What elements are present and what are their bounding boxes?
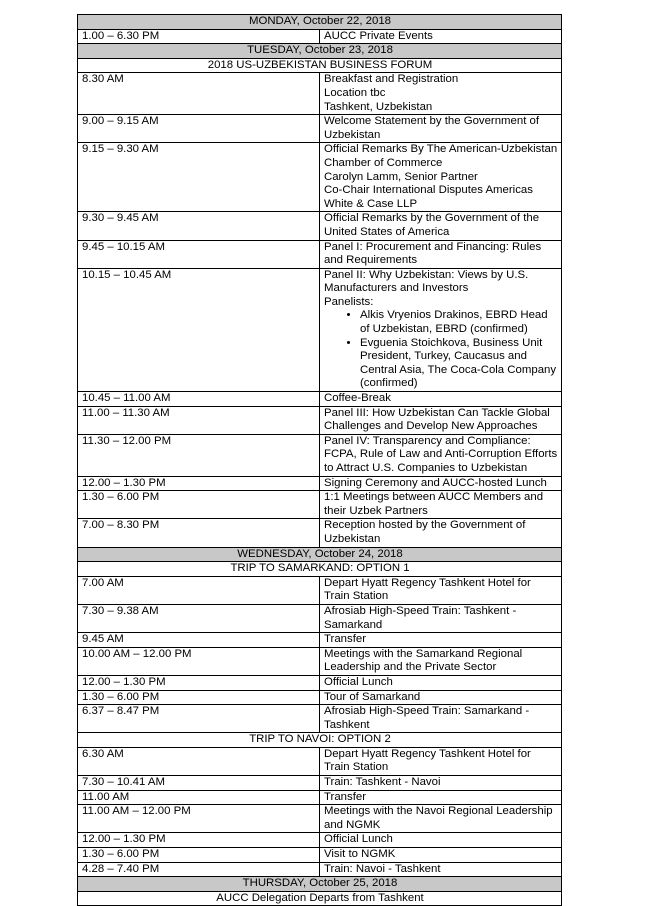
event-line: Panel II: Why Uzbekistan: Views by U.S. Manufacturers and Investors (324, 268, 529, 295)
event-line: Train: Navoi - Tashkent (324, 862, 441, 875)
agenda-row (78, 519, 562, 547)
event-cell (320, 747, 562, 775)
time-cell: 9.00 – 9.15 AM (78, 115, 320, 143)
agenda-row (78, 29, 562, 44)
agenda-table (77, 14, 562, 906)
agenda-row (78, 212, 562, 240)
time-cell: 9.15 – 9.30 AM (78, 143, 320, 212)
agenda-row (78, 805, 562, 833)
day-header: WEDNESDAY, October 24, 2018 (78, 547, 562, 562)
agenda-row (78, 268, 562, 391)
event-cell (320, 73, 562, 115)
event-cell (320, 576, 562, 604)
agenda-row (78, 143, 562, 212)
time-cell: 1.30 – 6.00 PM (78, 690, 320, 705)
event-line: Official Remarks by the Government of the United States of America (324, 212, 540, 238)
event-cell (320, 268, 562, 391)
time-cell: 12.00 – 1.30 PM (78, 675, 320, 690)
event-cell (320, 392, 562, 407)
time-cell: 11.00 AM – 12.00 PM (78, 805, 320, 833)
time-cell: 1.00 – 6.30 PM (78, 29, 320, 44)
event-line: Reception hosted by the Government of Uzbekistan (324, 519, 526, 545)
time-cell: 11.00 AM (78, 790, 320, 805)
section-header: 2018 US-UZBEKISTAN BUSINESS FORUM (78, 58, 562, 73)
event-cell (320, 115, 562, 143)
event-line: Breakfast and Registration (324, 73, 459, 86)
time-cell: 9.45 – 10.15 AM (78, 240, 320, 268)
time-cell: 10.00 AM – 12.00 PM (78, 647, 320, 675)
agenda-row (78, 115, 562, 143)
agenda-row (78, 848, 562, 863)
event-line: Coffee-Break (324, 392, 391, 405)
agenda-row (78, 392, 562, 407)
event-line: Official Remarks By The American-Uzbekistan Chamber of Commerce (324, 143, 558, 169)
agenda-row (78, 705, 562, 733)
time-cell: 11.00 – 11.30 AM (78, 406, 320, 434)
event-cell (320, 833, 562, 848)
agenda-row (78, 747, 562, 775)
event-cell (320, 690, 562, 705)
agenda-row (78, 434, 562, 476)
section-header: TRIP TO NAVOI: OPTION 2 (78, 733, 562, 748)
agenda-row (78, 240, 562, 268)
event-line: Tashkent, Uzbekistan (324, 100, 433, 113)
event-cell (320, 240, 562, 268)
event-cell (320, 519, 562, 547)
time-cell: 9.45 AM (78, 633, 320, 648)
event-line: Location tbc (324, 86, 386, 99)
event-cell (320, 848, 562, 863)
event-line: Co-Chair International Disputes Americas (324, 184, 533, 197)
event-cell (320, 776, 562, 791)
agenda-row (78, 604, 562, 632)
event-cell (320, 29, 562, 44)
event-cell (320, 705, 562, 733)
time-cell: 6.37 – 8.47 PM (78, 705, 320, 733)
time-cell: 1.30 – 6.00 PM (78, 491, 320, 519)
event-line: Meetings with the Navoi Regional Leadership and NGMK (324, 805, 553, 831)
event-line: Official Lunch (324, 675, 393, 688)
day-header-row (78, 44, 562, 59)
event-line: Depart Hyatt Regency Tashkent Hotel for Train Station (324, 747, 531, 774)
agenda-row (78, 862, 562, 877)
section-header: TRIP TO SAMARKAND: OPTION 1 (78, 562, 562, 577)
event-line: Welcome Statement by the Government of Uzbekistan (324, 115, 540, 141)
event-line: Train: Tashkent - Navoi (324, 776, 441, 789)
day-header: MONDAY, October 22, 2018 (78, 15, 562, 30)
panelist-list (324, 309, 558, 391)
event-cell (320, 790, 562, 805)
time-cell: 7.00 – 8.30 PM (78, 519, 320, 547)
time-cell: 8.30 AM (78, 73, 320, 115)
event-cell (320, 212, 562, 240)
section-header-row (78, 562, 562, 577)
event-line: Afrosiab High-Speed Train: Tashkent - Samarkand (324, 604, 517, 631)
event-cell (320, 406, 562, 434)
event-line: Carolyn Lamm, Senior Partner (324, 170, 478, 183)
time-cell: 11.30 – 12.00 PM (78, 434, 320, 476)
agenda-row (78, 833, 562, 848)
section-header-row (78, 58, 562, 73)
agenda-row (78, 476, 562, 491)
event-line: Panel IV: Transparency and Compliance: FCPA, Rule of Law and Anti-Corruption Efforts to Attract U.S. Companies to Uzbekistan (324, 434, 558, 474)
event-line: White & Case LLP (324, 197, 418, 210)
time-cell: 12.00 – 1.30 PM (78, 476, 320, 491)
event-line: Panel III: How Uzbekistan Can Tackle Global Challenges and Develop New Approaches (324, 406, 550, 433)
event-cell (320, 434, 562, 476)
day-header-row (78, 15, 562, 30)
agenda-row (78, 790, 562, 805)
time-cell: 9.30 – 9.45 AM (78, 212, 320, 240)
event-cell (320, 675, 562, 690)
time-cell: 10.45 – 11.00 AM (78, 392, 320, 407)
event-line: Signing Ceremony and AUCC-hosted Lunch (324, 476, 547, 489)
agenda-row (78, 675, 562, 690)
section-header: AUCC Delegation Departs from Tashkent (78, 891, 562, 906)
time-cell: 7.00 AM (78, 576, 320, 604)
day-header: TUESDAY, October 23, 2018 (78, 44, 562, 59)
agenda-row (78, 633, 562, 648)
section-header-row (78, 891, 562, 906)
time-cell: 4.28 – 7.40 PM (78, 862, 320, 877)
event-line: Transfer (324, 790, 366, 803)
event-cell (320, 647, 562, 675)
event-cell (320, 143, 562, 212)
event-line: 1:1 Meetings between AUCC Members and their Uzbek Partners (324, 491, 544, 517)
event-line: AUCC Private Events (324, 29, 433, 42)
event-line: Afrosiab High-Speed Train: Samarkand - Tashkent (324, 705, 530, 731)
event-line: Meetings with the Samarkand Regional Leadership and the Private Sector (324, 647, 523, 674)
time-cell: 7.30 – 9.38 AM (78, 604, 320, 632)
event-line: Panel I: Procurement and Financing: Rules and Requirements (324, 240, 542, 267)
event-cell (320, 604, 562, 632)
agenda-row (78, 576, 562, 604)
panelist-item: • Evguenia Stoichkova, Business Unit President, Turkey, Caucasus and Central Asia, The Coca-Cola Company (confirmed) (360, 337, 558, 391)
event-line: Panelists: (324, 295, 374, 308)
event-line: Transfer (324, 633, 366, 646)
time-cell: 10.15 – 10.45 AM (78, 268, 320, 391)
day-header-row (78, 547, 562, 562)
event-line: Visit to NGMK (324, 848, 396, 861)
event-cell (320, 491, 562, 519)
event-cell (320, 633, 562, 648)
agenda-row (78, 690, 562, 705)
event-line: Official Lunch (324, 833, 393, 846)
event-cell (320, 805, 562, 833)
panelist-item: • Alkis Vryenios Drakinos, EBRD Head of Uzbekistan, EBRD (confirmed) (360, 309, 558, 336)
agenda-row (78, 406, 562, 434)
event-cell (320, 476, 562, 491)
agenda-row (78, 647, 562, 675)
day-header-row (78, 877, 562, 892)
event-line: Tour of Samarkand (324, 690, 421, 703)
event-line: Depart Hyatt Regency Tashkent Hotel for Train Station (324, 576, 531, 603)
time-cell: 7.30 – 10.41 AM (78, 776, 320, 791)
event-cell (320, 862, 562, 877)
day-header: THURSDAY, October 25, 2018 (78, 877, 562, 892)
time-cell: 6.30 AM (78, 747, 320, 775)
agenda-row (78, 491, 562, 519)
agenda-row (78, 73, 562, 115)
time-cell: 12.00 – 1.30 PM (78, 833, 320, 848)
agenda-row (78, 776, 562, 791)
section-header-row (78, 733, 562, 748)
time-cell: 1.30 – 6.00 PM (78, 848, 320, 863)
